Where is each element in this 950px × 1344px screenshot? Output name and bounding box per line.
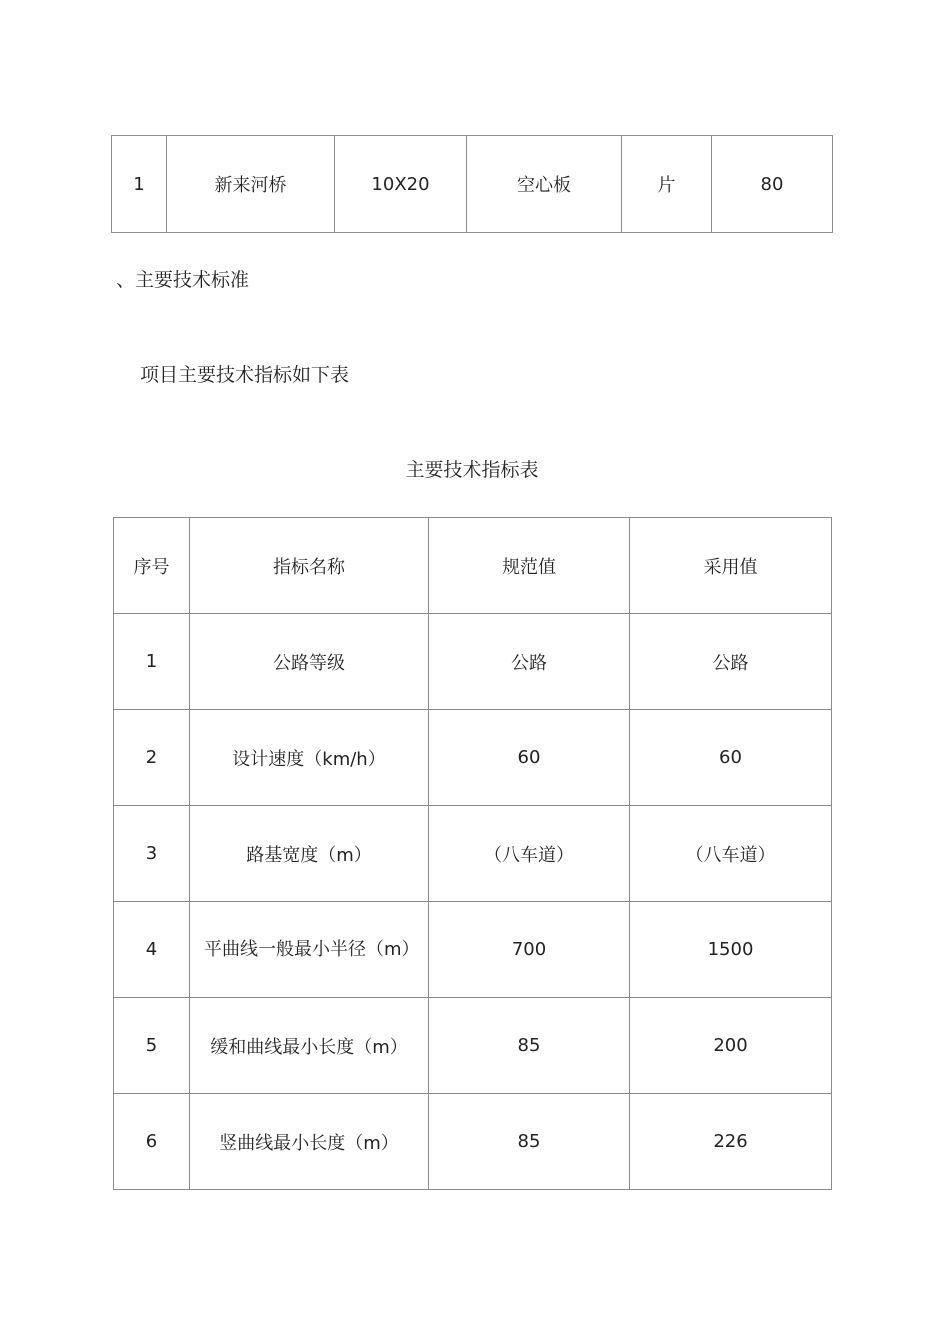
table-row xyxy=(114,806,832,902)
row-adopted-value: 200 xyxy=(630,998,832,1094)
header-index: 序号 xyxy=(114,518,190,614)
intro-paragraph: 项目主要技术指标如下表 xyxy=(140,364,350,386)
row-name: 缓和曲线最小长度（m） xyxy=(190,998,429,1094)
row-index: 5 xyxy=(114,998,190,1094)
row-adopted-value: 公路 xyxy=(630,614,832,710)
bridge-name-cell: 新来河桥 xyxy=(167,136,335,233)
row-adopted-value: 60 xyxy=(630,710,832,806)
bridge-span-cell: 10X20 xyxy=(335,136,467,233)
spec-table xyxy=(113,517,832,1190)
row-adopted-value: 1500 xyxy=(630,902,832,998)
section-heading: 、主要技术标准 xyxy=(116,269,250,291)
table-row xyxy=(112,136,833,233)
table-row xyxy=(114,710,832,806)
bridge-index-cell: 1 xyxy=(112,136,167,233)
table-row xyxy=(114,902,832,998)
row-index: 6 xyxy=(114,1094,190,1190)
bridge-type-cell: 空心板 xyxy=(467,136,622,233)
row-name: 公路等级 xyxy=(190,614,429,710)
row-name: 路基宽度（m） xyxy=(190,806,429,902)
row-standard-value: （八车道） xyxy=(429,806,630,902)
row-standard-value: 60 xyxy=(429,710,630,806)
table-row xyxy=(114,998,832,1094)
row-standard-value: 700 xyxy=(429,902,630,998)
header-name: 指标名称 xyxy=(190,518,429,614)
row-index: 2 xyxy=(114,710,190,806)
table-caption: 主要技术指标表 xyxy=(405,459,539,481)
header-adopted-value: 采用值 xyxy=(630,518,832,614)
header-standard-value: 规范值 xyxy=(429,518,630,614)
row-adopted-value: （八车道） xyxy=(630,806,832,902)
row-index: 1 xyxy=(114,614,190,710)
row-standard-value: 85 xyxy=(429,998,630,1094)
row-standard-value: 85 xyxy=(429,1094,630,1190)
row-index: 4 xyxy=(114,902,190,998)
row-name: 竖曲线最小长度（m） xyxy=(190,1094,429,1190)
row-name: 设计速度（km/h） xyxy=(190,710,429,806)
table-row xyxy=(114,1094,832,1190)
row-standard-value: 公路 xyxy=(429,614,630,710)
bridge-table xyxy=(111,135,833,233)
table-header-row xyxy=(114,518,832,614)
table-row xyxy=(114,614,832,710)
row-name: 平曲线一般最小半径（m） xyxy=(190,902,429,998)
row-index: 3 xyxy=(114,806,190,902)
bridge-quantity-cell: 80 xyxy=(712,136,833,233)
bridge-unit-cell: 片 xyxy=(622,136,712,233)
row-adopted-value: 226 xyxy=(630,1094,832,1190)
